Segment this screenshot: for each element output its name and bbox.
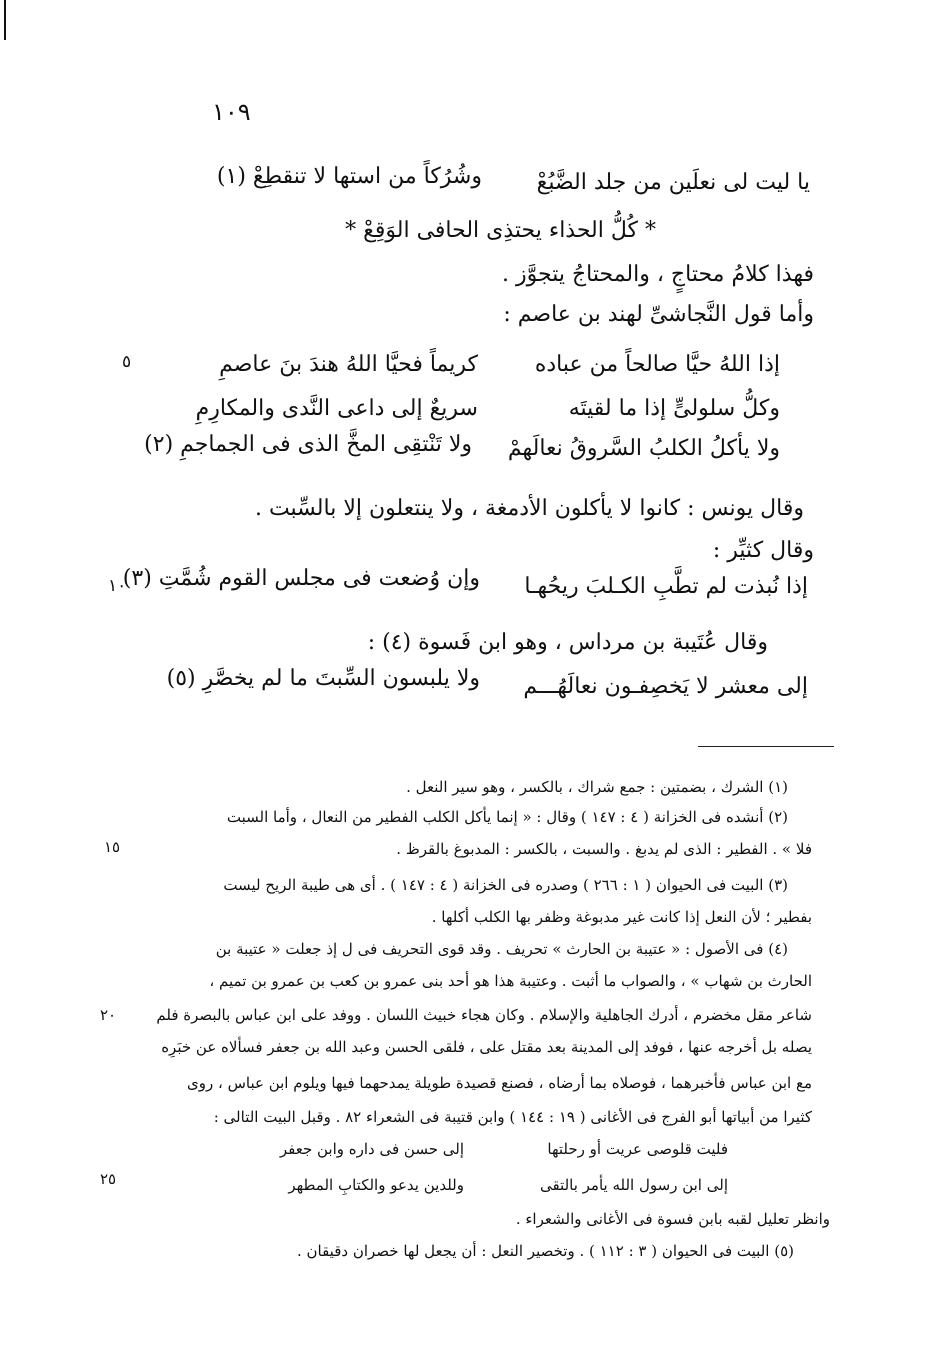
- footnote-2-cont: فلا » . الفطير : الذى لم يدبغ . والسبت ، بالكسر : المدبوغ بالقرظ .: [396, 840, 812, 858]
- verse2-2-right: وكلُّ سلولىٍّ إذا ما لقيتَه: [568, 396, 780, 421]
- line-number-15: ١٥: [104, 838, 121, 856]
- verse3-right: إذا نُبذت لم تطَّبِ الكـلبَ ريحُهـا: [524, 574, 808, 599]
- footnote-3-cont: بفطير ؛ لأن النعل إذا كانت غير مدبوغة وظفر بها الكلب أكلها .: [431, 908, 812, 926]
- prose-line-4: وقال كثيِّر :: [712, 538, 814, 563]
- footnote-verse-1-right: فليت قلوصى عريت أو رحلتها: [547, 1140, 728, 1158]
- verse4-left: ولا يلبسون السِّبتَ ما لم يخصَّرِ (٥): [166, 666, 480, 691]
- half-verse: * كُلُّ الحذاء يحتذِى الحافى الوَقِعْ *: [345, 218, 656, 243]
- prose-line-2: وأما قول النَّجاشىِّ لهند بن عاصم :: [503, 302, 814, 327]
- verse2-2-left: سريعٌ إلى داعى النَّدى والمكارِمِ: [195, 396, 478, 421]
- footnote-4-cont-1: الحارث بن شهاب » ، والصواب ما أثبت . وعتيبة هذا هو أحد بنى عمرو بن كعب بن عمرو بن تميم ،: [209, 972, 812, 990]
- footnote-4-cont-5: كثيرا من أبياتها أبو الفرج فى الأغانى ( ١٩ : ١٤٤ ) وابن قتيبة فى الشعراء ٨٢ . وقبل البيت التالى :: [213, 1108, 812, 1126]
- footnote-4-end: وانظر تعليل لقبه بابن فسوة فى الأغانى والشعراء .: [515, 1210, 830, 1228]
- line-number-25: ٢٥: [100, 1170, 117, 1188]
- footnote-4-cont-4: مع ابن عباس فأخبرهما ، فوصلاه بما أرضاه ، فصنع قصيدة طويلة يمدحهما فيها ويلوم ابن عباس ، روى: [186, 1074, 812, 1092]
- footnote-verse-1-left: إلى حسن فى داره وابن جعفر: [279, 1140, 464, 1158]
- prose-line-1: فهذا كلامُ محتاجٍ ، والمحتاجُ يتجوَّز .: [502, 262, 814, 287]
- footnote-4: (٤) فى الأصول : « عتيبة بن الحارث » تحريف . وقد قوى التحريف فى ل إذ جعلت « عتيبة بن: [215, 940, 788, 958]
- footnote-5: (٥) البيت فى الحيوان ( ٣ : ١١٢ ) . وتخصير النعل : أن يجعل لها خصران دقيقان .: [296, 1242, 794, 1260]
- page-number: ١٠٩: [212, 98, 251, 126]
- footnote-separator: [698, 746, 834, 747]
- line-number-20: ٢٠: [100, 1006, 117, 1024]
- prose-line-5: وقال عُتَيبة بن مرداس ، وهو ابن فَسوة (٤) :: [367, 630, 768, 655]
- verse4-right: إلى معشر لا يَخصِفـون نعالَهُـــم: [523, 674, 808, 699]
- verse1-left: وشُرُكاً من استها لا تنقطِعْ (١): [216, 164, 482, 189]
- footnote-4-cont-2: شاعر مقل مخضرم ، أدرك الجاهلية والإسلام . وكان هجاء خبيث اللسان . ووفد على ابن عباس بالبصرة فلم: [156, 1006, 812, 1024]
- verse2-1-left: كريماً فحيَّا اللهُ هندَ بنَ عاصمِ: [219, 352, 478, 377]
- line-number-5: ٥: [122, 352, 132, 372]
- footnote-1: (١) الشرك ، بضمتين : جمع شراك ، بالكسر ، وهو سير النعل .: [406, 778, 788, 796]
- verse2-1-right: إذا اللهُ حيَّا صالحاً من عباده: [534, 352, 780, 377]
- line-number-10: ١٠: [108, 576, 127, 596]
- scan-edge-mark: [4, 0, 6, 40]
- verse3-left: وإن وُضعت فى مجلس القوم شُمَّتِ (٣): [122, 566, 480, 591]
- verse2-3-left: ولا تَنْتقِى المخَّ الذى فى الجماجمِ (٢): [144, 432, 472, 457]
- footnote-verse-2-right: إلى ابن رسول الله يأمر بالتقى: [539, 1176, 728, 1194]
- footnote-verse-2-left: وللدين يدعو والكتابِ المطهر: [288, 1176, 464, 1194]
- verse2-3-right: ولا يأكلُ الكلبُ السَّروقُ نعالَهمْ: [507, 436, 780, 461]
- footnote-4-cont-3: يصله بل أخرجه عنها ، فوفد إلى المدينة بعد مقتل على ، فلقى الحسن وعبد الله بن جعفر فسألاه عن خبَرِه: [161, 1038, 812, 1056]
- footnote-2: (٢) أنشده فى الخزانة ( ٤ : ١٤٧ ) وقال : « إنما يأكل الكلب الفطير من النعال ، وأما السبت: [226, 808, 788, 826]
- prose-line-3: وقال يونس : كانوا لا يأكلون الأدمغة ، ولا ينتعلون إلا بالسِّبت .: [254, 496, 804, 521]
- footnote-3: (٣) البيت فى الحيوان ( ١ : ٢٦٦ ) وصدره فى الخزانة ( ٤ : ١٤٧ ) . أى هى طيبة الريح ليست: [223, 876, 788, 894]
- verse1-right: يا ليت لى نعلَين من جلد الضَّبُعْ: [536, 170, 810, 195]
